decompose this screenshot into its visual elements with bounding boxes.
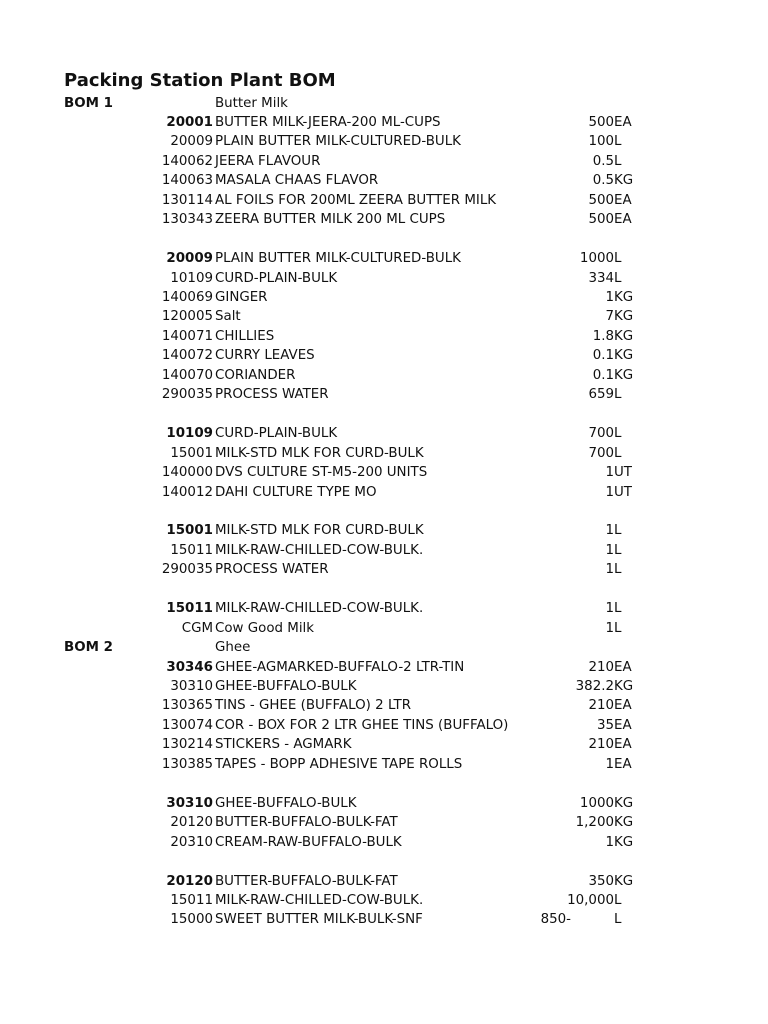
item-code: 30346	[166, 659, 213, 675]
item-description: MILK-STD MLK FOR CURD-BULK	[215, 523, 424, 539]
item-code: 140062	[161, 153, 213, 169]
item-quantity: 1	[605, 620, 614, 636]
bom-component-row	[0, 755, 768, 774]
item-code: 140069	[161, 290, 213, 305]
item-description: PLAIN BUTTER MILK-CULTURED-BULK	[215, 251, 461, 267]
item-description: TINS - GHEE (BUFFALO) 2 LTR	[215, 698, 412, 714]
bom-component-row	[0, 269, 768, 288]
item-quantity: 0.1	[592, 367, 614, 383]
bom-component-row	[0, 541, 768, 560]
item-code: 15000	[170, 912, 213, 928]
bom-component-row	[0, 735, 768, 754]
bom-component-row	[0, 716, 768, 735]
item-description: AL FOILS FOR 200ML ZEERA BUTTER MILK	[215, 192, 497, 208]
item-code: 130343	[161, 212, 213, 228]
item-quantity: 700	[588, 426, 614, 442]
item-quantity: 500	[588, 192, 614, 208]
item-unit: EA	[614, 698, 632, 714]
item-unit: UT	[614, 465, 632, 481]
item-code: 20120	[166, 873, 213, 889]
bom-component-row	[0, 210, 768, 229]
item-quantity: 1	[605, 542, 614, 558]
item-description: GHEE-BUFFALO-BULK	[215, 795, 357, 811]
bom-component-row	[0, 307, 768, 326]
item-description: MILK-RAW-CHILLED-COW-BULK.	[215, 601, 424, 617]
bom-parent-row	[0, 113, 768, 132]
item-unit: KG	[614, 348, 634, 364]
item-unit: EA	[614, 114, 632, 130]
item-quantity: 1	[605, 290, 614, 305]
bom-component-row	[0, 483, 768, 502]
blank-row	[0, 580, 768, 599]
item-quantity: 500	[588, 212, 614, 228]
blank-row	[0, 774, 768, 793]
item-description: BUTTER-BUFFALO-BULK-FAT	[215, 815, 398, 831]
item-description: GINGER	[215, 290, 268, 305]
blank-row	[0, 405, 768, 424]
item-quantity: 382.2	[575, 679, 614, 694]
item-quantity: 35	[596, 717, 614, 733]
item-code: 140063	[161, 173, 213, 189]
bom-component-row	[0, 385, 768, 404]
item-quantity: 10,000	[567, 892, 614, 908]
item-unit: L	[614, 270, 622, 286]
item-quantity: 210	[588, 659, 614, 675]
bom-component-row	[0, 288, 768, 307]
item-quantity: 1	[605, 484, 614, 500]
item-description: MASALA CHAAS FLAVOR	[215, 173, 379, 189]
item-quantity: 0.1	[592, 348, 614, 364]
item-unit: EA	[614, 192, 632, 208]
item-unit: KG	[614, 679, 634, 694]
bom-parent-row	[0, 521, 768, 540]
item-unit: EA	[614, 717, 632, 733]
item-unit: L	[614, 620, 622, 636]
item-quantity: 210	[588, 698, 614, 714]
item-unit: KG	[614, 873, 634, 889]
item-description: Salt	[215, 309, 241, 325]
item-code: CGM	[181, 620, 213, 636]
item-unit: L	[614, 134, 622, 150]
item-unit: KG	[614, 815, 634, 831]
bom-component-row	[0, 910, 768, 929]
item-unit: L	[614, 542, 622, 558]
item-quantity: 500	[588, 114, 614, 130]
item-code: 15001	[166, 523, 213, 539]
item-description: DAHI CULTURE TYPE MO	[215, 484, 377, 500]
bom-component-row	[0, 366, 768, 385]
bom-component-row	[0, 152, 768, 171]
item-code: 10109	[166, 426, 213, 442]
item-quantity: 1	[605, 834, 614, 850]
item-code: 20310	[170, 834, 213, 850]
item-unit: KG	[614, 290, 634, 305]
item-unit: L	[614, 892, 622, 908]
item-unit: UT	[614, 484, 632, 500]
bom-component-row	[0, 463, 768, 482]
item-code: 120005	[161, 309, 213, 325]
bom-component-row	[0, 346, 768, 365]
bom-parent-row	[0, 424, 768, 443]
bom-component-row	[0, 327, 768, 346]
bom-product-name: Butter Milk	[215, 95, 288, 111]
item-quantity: 7	[605, 309, 614, 325]
bom-component-row	[0, 619, 768, 638]
item-code: 15001	[170, 445, 213, 461]
bom-component-row	[0, 171, 768, 190]
item-quantity: 350	[588, 873, 614, 889]
bom-component-row	[0, 560, 768, 579]
item-description: MILK-STD MLK FOR CURD-BULK	[215, 445, 424, 461]
blank-row	[0, 230, 768, 249]
item-unit: L	[614, 153, 622, 169]
item-description: TAPES - BOPP ADHESIVE TAPE ROLLS	[215, 756, 463, 772]
item-quantity: 1	[605, 562, 614, 578]
item-unit: L	[614, 912, 622, 928]
item-description: CREAM-RAW-BUFFALO-BULK	[215, 834, 402, 850]
blank-row	[0, 502, 768, 521]
item-quantity: 334	[588, 270, 614, 286]
bom-component-row	[0, 833, 768, 852]
item-unit: KG	[614, 795, 634, 811]
bom-product-name: Ghee	[215, 640, 251, 656]
item-description: SWEET BUTTER MILK-BULK-SNF	[215, 912, 423, 928]
item-description: PLAIN BUTTER MILK-CULTURED-BULK	[215, 134, 461, 150]
bom-component-row	[0, 191, 768, 210]
item-description: BUTTER-BUFFALO-BULK-FAT	[215, 873, 398, 889]
item-unit: EA	[614, 212, 632, 228]
item-description: PROCESS WATER	[215, 387, 329, 403]
item-quantity: 1.8	[592, 328, 614, 344]
item-unit: L	[614, 426, 622, 442]
item-unit: EA	[614, 737, 632, 753]
item-unit: L	[614, 445, 622, 461]
item-unit: KG	[614, 834, 634, 850]
item-quantity: 1000	[579, 795, 614, 811]
item-quantity: 850-	[540, 912, 571, 928]
item-unit: L	[614, 251, 622, 267]
bom-component-row	[0, 132, 768, 151]
bom-label: BOM 2	[64, 640, 113, 656]
item-quantity: 210	[588, 737, 614, 753]
item-code: 290035	[161, 562, 213, 578]
item-code: 20120	[170, 815, 213, 831]
bom-parent-row	[0, 794, 768, 813]
bom-component-row	[0, 891, 768, 910]
item-description: GHEE-AGMARKED-BUFFALO-2 LTR-TIN	[215, 659, 465, 675]
item-description: STICKERS - AGMARK	[215, 737, 352, 753]
item-unit: EA	[614, 756, 632, 772]
bom-parent-row	[0, 599, 768, 618]
item-description: JEERA FLAVOUR	[215, 153, 321, 169]
item-quantity: 659	[588, 387, 614, 403]
item-code: 20009	[166, 251, 213, 267]
item-description: Cow Good Milk	[215, 620, 315, 636]
item-code: 130214	[161, 737, 213, 753]
item-quantity: 1000	[579, 251, 614, 267]
item-unit: KG	[614, 173, 634, 189]
item-description: MILK-RAW-CHILLED-COW-BULK.	[215, 542, 424, 558]
item-code: 15011	[166, 601, 213, 617]
item-quantity: 1,200	[575, 815, 614, 831]
item-description: ZEERA BUTTER MILK 200 ML CUPS	[215, 212, 446, 228]
item-description: CURD-PLAIN-BULK	[215, 426, 338, 442]
bom-parent-row	[0, 658, 768, 677]
item-code: 130114	[161, 192, 213, 208]
item-quantity: 1	[605, 756, 614, 772]
item-code: 130385	[161, 756, 213, 772]
bom-header-row	[0, 638, 768, 657]
blank-row	[0, 852, 768, 871]
item-code: 30310	[166, 795, 213, 811]
item-quantity: 0.5	[592, 153, 614, 169]
item-description: MILK-RAW-CHILLED-COW-BULK.	[215, 892, 424, 908]
item-code: 140072	[161, 348, 213, 364]
item-quantity: 1	[605, 465, 614, 481]
item-unit: L	[614, 601, 622, 617]
bom-component-row	[0, 813, 768, 832]
item-code: 15011	[170, 542, 213, 558]
item-unit: KG	[614, 367, 634, 383]
item-quantity: 700	[588, 445, 614, 461]
bom-component-row	[0, 696, 768, 715]
item-unit: L	[614, 387, 622, 403]
item-unit: EA	[614, 659, 632, 675]
bom-label: BOM 1	[64, 95, 113, 111]
item-description: GHEE-BUFFALO-BULK	[215, 679, 357, 694]
item-description: CURD-PLAIN-BULK	[215, 270, 338, 286]
item-code: 20001	[166, 114, 213, 130]
item-description: COR - BOX FOR 2 LTR GHEE TINS (BUFFALO)	[215, 717, 509, 733]
item-code: 15011	[170, 892, 213, 908]
item-code: 290035	[161, 387, 213, 403]
item-quantity: 1	[605, 523, 614, 539]
item-code: 130074	[161, 717, 213, 733]
item-code: 140012	[161, 484, 213, 500]
page-title: Packing Station Plant BOM	[64, 70, 336, 91]
item-code: 130365	[161, 698, 213, 714]
item-description: DVS CULTURE ST-M5-200 UNITS	[215, 465, 428, 481]
item-code: 20009	[170, 134, 213, 150]
item-description: BUTTER MILK-JEERA-200 ML-CUPS	[215, 114, 441, 130]
item-description: CHILLIES	[215, 328, 275, 344]
item-code: 140070	[161, 367, 213, 383]
item-quantity: 0.5	[592, 173, 614, 189]
item-unit: L	[614, 523, 622, 539]
item-code: 30310	[170, 679, 213, 694]
item-unit: L	[614, 562, 622, 578]
item-description: CORIANDER	[215, 367, 296, 383]
item-code: 10109	[170, 270, 213, 286]
bom-header-row	[0, 94, 768, 113]
item-code: 140071	[161, 328, 213, 344]
item-unit: KG	[614, 328, 634, 344]
bom-parent-row	[0, 872, 768, 891]
item-quantity: 100	[588, 134, 614, 150]
bom-parent-row	[0, 249, 768, 268]
item-description: PROCESS WATER	[215, 562, 329, 578]
item-unit: KG	[614, 309, 634, 325]
item-description: CURRY LEAVES	[215, 348, 315, 364]
item-quantity: 1	[605, 601, 614, 617]
bom-component-row	[0, 677, 768, 696]
item-code: 140000	[161, 465, 213, 481]
bom-component-row	[0, 444, 768, 463]
